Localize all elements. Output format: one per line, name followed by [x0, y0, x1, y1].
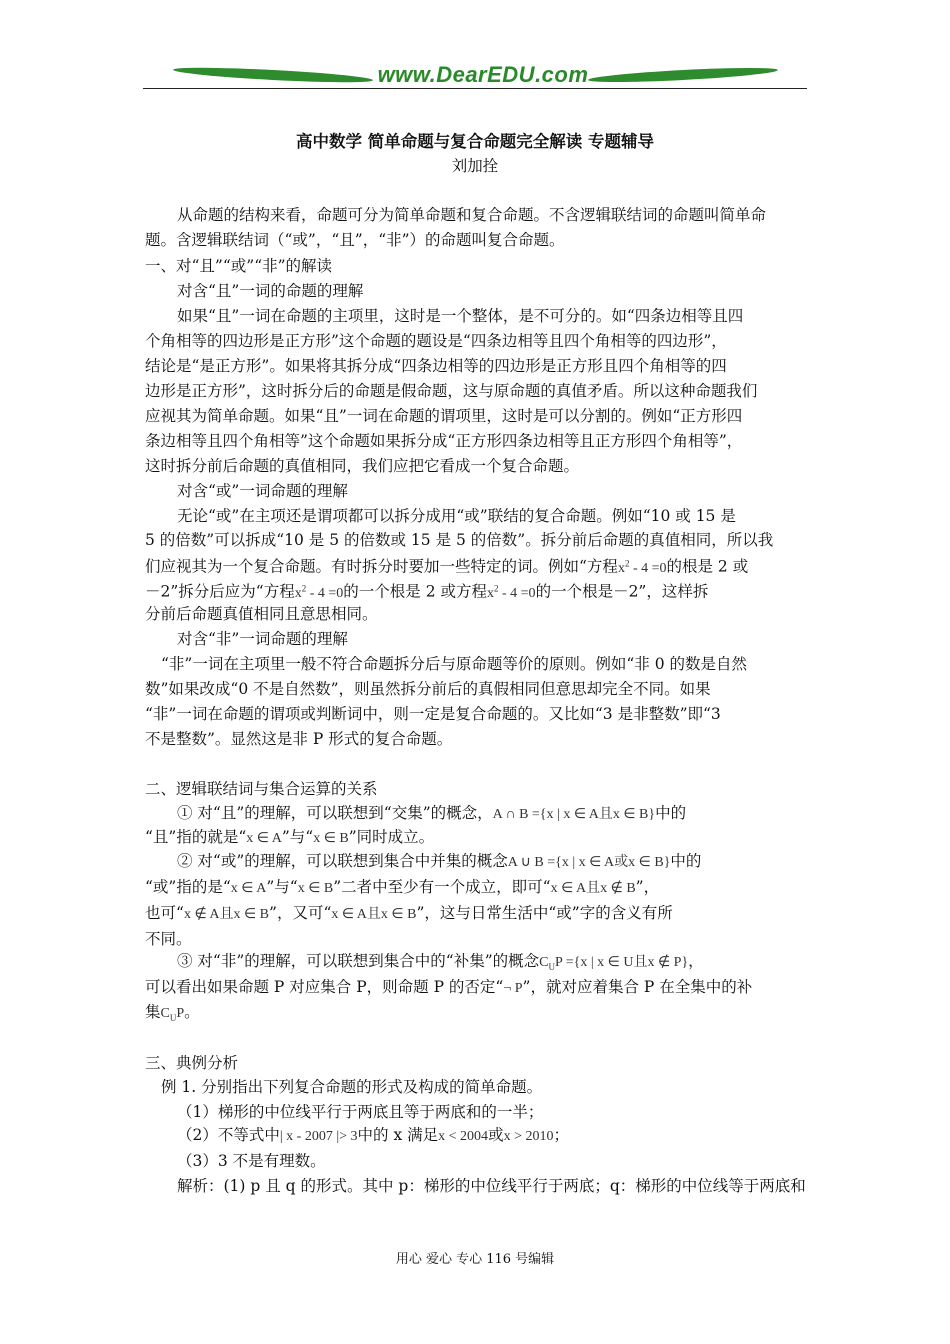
paragraph-line: ② 对“或”的理解，可以联想到集合中并集的概念A ∪ B ={x | x ∈ A或x ∈ B}中的 [177, 852, 702, 870]
paragraph-line: 结论是“是正方形”。如果将其拆分成“四条边相等的四边形是正方形且四个角相等的四 [145, 357, 727, 375]
section-heading: 三、典例分析 [145, 1054, 239, 1072]
paragraph-line: 无论“或”在主项还是谓项都可以拆分成用“或”联结的复合命题。例如“10 或 15 是 [177, 507, 736, 525]
paragraph-line: “或”指的是“x ∈ A”与“x ∈ B”二者中至少有一个成立，即可“x ∈ A且x ∉ B”， [145, 878, 660, 896]
set-formula: $C_UP =\{x$ | x ∈ U且x ∉ P} [539, 955, 689, 972]
page-footer: 用心 爱心 专心 116 号编辑 [395, 1252, 555, 1267]
site-header [143, 60, 807, 94]
paragraph-line: 集$C_UP$。 [145, 1003, 200, 1023]
paragraph-line: 个角相等的四边形是正方形”这个命题的题设是“四条边相等且四个角相等的四边形”， [145, 332, 727, 350]
leaf-decoration-left [173, 65, 373, 85]
document-title: 高中数学 简单命题与复合命题完全解读 专题辅导 [296, 132, 654, 151]
paragraph-line: 不同。 [145, 930, 192, 948]
paragraph-line: 数”如果改成“0 不是自然数”，则虽然拆分前后的真假相同但意思却完全不同。如果 [145, 680, 711, 698]
paragraph-line: 也可“x ∉ A且x ∈ B”，又可“x ∈ A且x ∈ B”，这与日常生活中“或”字的含义有所 [145, 904, 673, 922]
paragraph-line: 分前后命题真值相同且意思相同。 [145, 605, 378, 623]
paragraph-line: 从命题的结构来看，命题可分为简单命题和复合命题。不含逻辑联结词的命题叫简单命 [177, 206, 767, 224]
subsection-title: 对含“非”一词命题的理解 [177, 630, 348, 648]
equation: $x^2 - 4 =0$ [487, 583, 536, 601]
section-heading: 二、逻辑联结词与集合运算的关系 [145, 780, 378, 798]
paragraph-line: 这时拆分前后命题的真值相同，我们应把它看成一个复合命题。 [145, 457, 580, 475]
set-formula: A ∪ B ={x | x ∈ A或x ∈ B} [507, 855, 671, 870]
paragraph-line: 应视其为简单命题。如果“且”一词在命题的谓项里，这时是可以分割的。例如“正方形四 [145, 407, 743, 425]
list-item: （3）3 不是有理数。 [177, 1152, 326, 1170]
list-item: （2）不等式中| x - 2007 |> 3中的 x 满足x < 2004或x > 2010； [177, 1126, 569, 1144]
site-logo: www.DearEDU.com [377, 62, 589, 87]
paragraph-line: ③ 对“非”的理解，可以联想到集合中的“补集”的概念$C_UP =\{x$ | x ∈ U且x ∉ P}， [177, 952, 704, 972]
subsection-title: 对含“且”一词的命题的理解 [177, 282, 364, 300]
paragraph-line: 题。含逻辑联结词（“或”，“且”，“非”）的命题叫复合命题。 [145, 231, 565, 249]
paragraph-line: 5 的倍数”可以拆成“10 是 5 的倍数或 15 是 5 的倍数”。拆分前后命题的真值相同，所以我 [145, 531, 774, 549]
paragraph-line: 如果“且”一词在命题的主项里，这时是一个整体，是不可分的。如“四条边相等且四 [177, 307, 744, 325]
subsection-title: 对含“或”一词命题的理解 [177, 482, 348, 500]
paragraph-line: 条边相等且四个角相等”这个命题如果拆分成“正方形四条边相等且正方形四个角相等”， [145, 432, 743, 450]
paragraph-line: ① 对“且”的理解，可以联想到“交集”的概念，A ∩ B ={x | x ∈ A且x ∈ B}中的 [177, 804, 687, 822]
section-heading: 一、对“且”“或”“非”的解读 [145, 257, 333, 275]
paragraph-line: “且”指的就是“x ∈ A”与“x ∈ B”同时成立。 [145, 828, 435, 846]
header-rule [143, 88, 807, 89]
example-title: 例 1. 分别指出下列复合命题的形式及构成的简单命题。 [161, 1078, 543, 1096]
paragraph-line: －2”拆分后应为“方程$x^2 - 4 =0$的一个根是 2 或方程$x^2 - 4 =0$的一个根是－2”，这样拆 [145, 582, 709, 601]
paragraph-line: 边形是正方形”，这时拆分后的命题是假命题，这与原命题的真值矛盾。所以这种命题我们 [145, 382, 758, 400]
leaf-decoration-right [588, 65, 778, 85]
set-formula: A ∩ B ={x | x ∈ A且x ∈ B} [492, 807, 656, 822]
paragraph-line: 们应视其为一个复合命题。有时拆分时要加一些特定的词。例如“方程$x^2 - 4 =0$的根是 2 或 [145, 557, 749, 576]
paragraph-line: 解析：(1) p 且 q 的形式。其中 p：梯形的中位线平行于两底；q：梯形的中位线等于两底和 [177, 1177, 806, 1195]
paragraph-line: 可以看出如果命题 P 对应集合 P，则命题 P 的否定“¬ P”，就对应着集合 P 在全集中的补 [145, 978, 753, 996]
paragraph-line: “非”一词在主项里一般不符合命题拆分后与原命题等价的原则。例如“非 0 的数是自然 [161, 655, 747, 673]
paragraph-line: 不是整数”。显然这是非 P 形式的复合命题。 [145, 730, 453, 748]
document-author: 刘加拴 [451, 157, 499, 175]
list-item: （1）梯形的中位线平行于两底且等于两底和的一半； [177, 1103, 544, 1121]
paragraph-line: “非”一词在命题的谓项或判断词中，则一定是复合命题的。又比如“3 是非整数”即“3 [145, 705, 721, 723]
equation: $x^2 - 4 =0$ [294, 583, 344, 601]
equation: $x^2 - 4 =0$ [617, 558, 667, 576]
